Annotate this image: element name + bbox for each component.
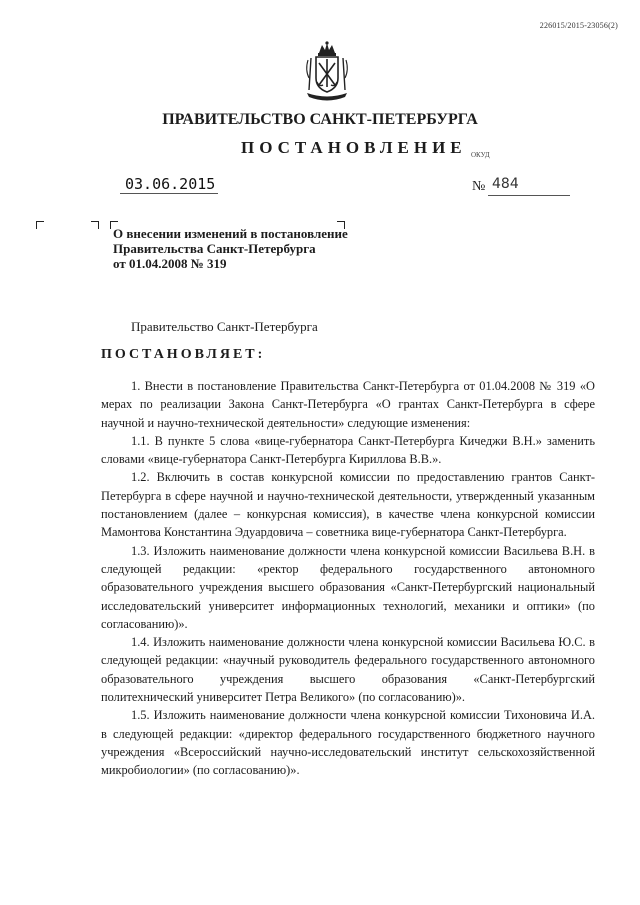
number-underline (488, 195, 570, 196)
document-body (101, 377, 595, 780)
paragraph: 1.5. Изложить наименование должности члена конкурсной комиссии Тихоновича И.А. в следующей редакции: «директор федерального государственного бюджетного научного учреждения «Всероссийский научно-исследовательский институт сельскохозяйственной микробиологии» (по согласованию)». (101, 708, 595, 778)
paragraph: 1.1. В пункте 5 слова «вице-губернатора Санкт-Петербурга Кичеджи В.Н.» заменить словами «вице-губернатора Санкт-Петербурга Кириллова В.В.». (101, 433, 595, 467)
subject-line: от 01.04.2008 № 319 (113, 256, 227, 271)
number-label: № (472, 179, 486, 194)
preamble: Правительство Санкт-Петербурга (131, 319, 318, 334)
date-underline (120, 193, 218, 194)
paragraph: 1. Внести в постановление Правительства Санкт-Петербурга от 01.04.2008 № 319 «О мерах по реализации Закона Санкт-Петербурга «О грантах Санкт-Петербурга в сфере научной и научно-технической деятельности» следующие изменения: (101, 379, 595, 430)
document-number: 484 (492, 176, 519, 192)
subject-line: О внесении изменений в постановление (113, 226, 348, 241)
okud-label: ОКУД (471, 151, 490, 159)
resolves-heading: ПОСТАНОВЛЯЕТ: (101, 347, 266, 362)
document-code: 226015/2015-23056(2) (539, 21, 618, 30)
coat-of-arms-icon (302, 40, 352, 106)
paragraph: 1.2. Включить в состав конкурсной комиссии по предоставлению грантов Санкт-Петербурга в сфере научной и научно-технической деятельности, утвержденный указанным постановлением (далее – конкурсная комиссия), в качестве члена конкурсной комиссии Мамонтова Константина Эдуардовича – советника вице-губернатора Санкт-Петербурга. (101, 470, 595, 540)
corner-bracket-left-inner (91, 221, 99, 229)
government-title: ПРАВИТЕЛЬСТВО САНКТ-ПЕТЕРБУРГА (162, 111, 478, 128)
document-type-title: ПОСТАНОВЛЕНИЕ (241, 138, 467, 157)
corner-bracket-left-outer (36, 221, 44, 229)
document-date: 03.06.2015 (125, 175, 216, 193)
subject-line: Правительства Санкт-Петербурга (113, 241, 316, 256)
paragraph: 1.3. Изложить наименование должности члена конкурсной комиссии Васильева В.Н. в следующей редакции: «ректор федерального государственного автономного образовательного учреждения высшего образования «Санкт-Петербургский национальный исследовательский университет информационных технологий, механики и оптики» (по согласованию)». (101, 543, 595, 631)
paragraph: 1.4. Изложить наименование должности члена конкурсной комиссии Васильева Ю.С. в следующей редакции: «научный руководитель федерального государственного автономного образовательного учреждения высшего образования «Санкт-Петербургский политехнический университет Петра Великого» (по согласованию)». (101, 635, 595, 705)
document-subject (113, 226, 348, 271)
